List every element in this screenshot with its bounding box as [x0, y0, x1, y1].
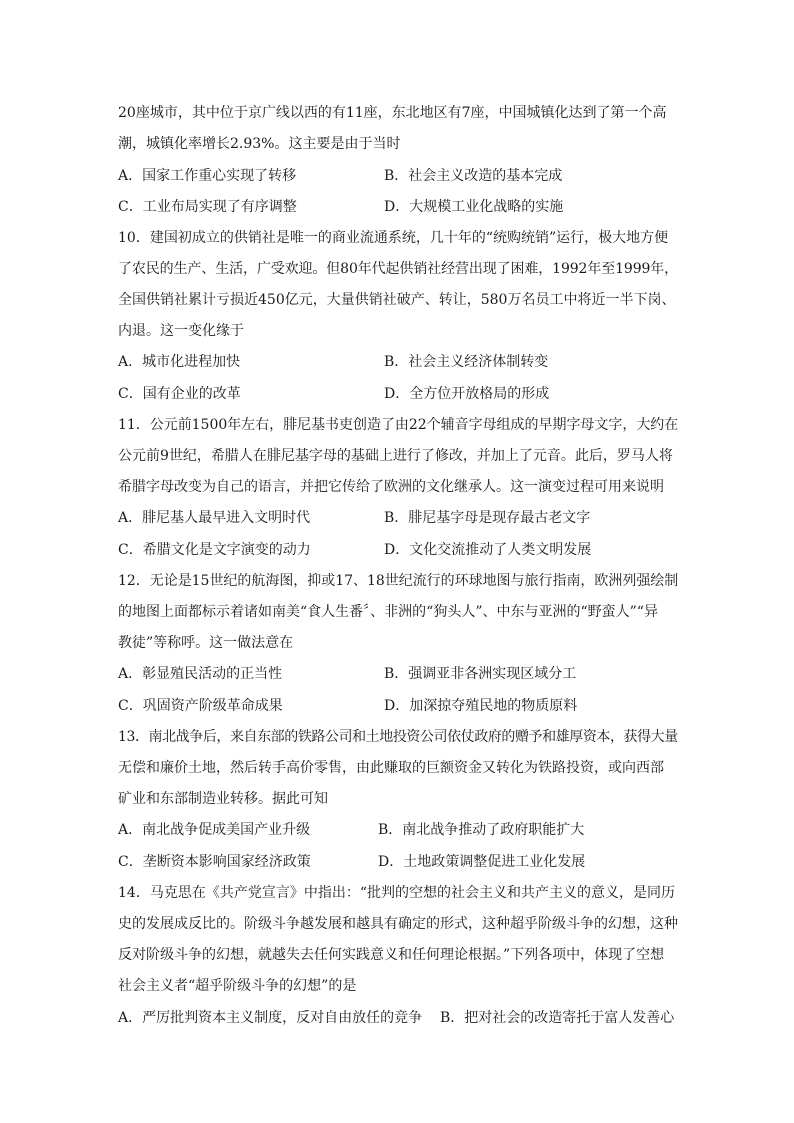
q11-option-b[interactable]: B．腓尼基字母是现存最古老文字 — [384, 510, 591, 526]
q13-option-b[interactable]: B．南北战争推动了政府职能扩大 — [378, 822, 585, 838]
q14-option-b[interactable]: B．把对社会的改造寄托于富人发善心 — [440, 1010, 675, 1026]
q9-text-line-2: 潮，城镇化率增长2.93%。这主要是由于当时 — [118, 136, 401, 152]
q11-text-line-2: 公元前9世纪，希腊人在腓尼基字母的基础上进行了修改，并加上了元音。此后，罗马人将 — [118, 448, 673, 464]
q12-text-line-2: 的地图上面都标示着诸如南美“食人生番〞、非洲的“狗头人”、中东与亚洲的“野蛮人”“异 — [118, 604, 658, 620]
q12-text-line-1: 12．无论是15世纪的航海图，抑或17、18世纪流行的环球地图与旅行指南，欧洲列强绘制 — [118, 573, 679, 589]
q10-option-a[interactable]: A．城市化进程加快 — [118, 354, 241, 370]
q9-option-a[interactable]: A．国家工作重心实现了转移 — [118, 168, 297, 184]
q11-text-line-3: 希腊字母改变为自己的语言，并把它传给了欧洲的文化继承人。这一演变过程可用来说明 — [118, 479, 664, 495]
q10-text-line-3: 全国供销社累计亏损近450亿元，大量供销社破产、转让，580万名员工中将近一半下岗、 — [118, 292, 676, 308]
q12-text-line-3: 教徒”等称呼。这一做法意在 — [118, 635, 294, 651]
q10-option-b[interactable]: B．社会主义经济体制转变 — [384, 354, 549, 370]
q13-text-line-3: 矿业和东部制造业转移。据此可知 — [118, 791, 328, 807]
q14-text-line-2: 史的发展成反比的。阶级斗争越发展和越具有确定的形式，这种超乎阶级斗争的幻想，这种 — [118, 916, 678, 932]
q10-text-line-2: 了农民的生产、生活，广受欢迎。但80年代起供销社经营出现了困难，1992年至1999年， — [118, 261, 679, 277]
q13-option-a[interactable]: A．南北战争促成美国产业升级 — [118, 822, 311, 838]
q11-option-d[interactable]: D．文化交流推动了人类文明发展 — [384, 542, 592, 558]
q11-text-line-1: 11．公元前1500年左右，腓尼基书吏创造了由22个辅音字母组成的早期字母文字，大约在 — [118, 417, 679, 433]
q14-text-line-3: 反对阶级斗争的幻想，就越失去任何实践意义和任何理论根据。”下列各项中，体现了空想 — [118, 947, 665, 963]
q10-text-line-1: 10．建国初成立的供销社是唯一的商业流通系统，几十年的“统购统销”运行，极大地方便 — [118, 230, 669, 246]
q9-text-line-1: 20座城市，其中位于京广线以西的有11座，东北地区有7座，中国城镇化达到了第一个高 — [118, 105, 667, 121]
q11-option-a[interactable]: A．腓尼基人最早进入文明时代 — [118, 510, 311, 526]
q9-option-c[interactable]: C．工业布局实现了有序调整 — [118, 199, 297, 215]
q9-option-b[interactable]: B．社会主义改造的基本完成 — [384, 168, 563, 184]
q13-text-line-1: 13．南北战争后，来自东部的铁路公司和土地投资公司依仗政府的赠予和雄厚资本，获得大量 — [118, 729, 678, 745]
q13-option-c[interactable]: C．垄断资本影响国家经济政策 — [118, 854, 311, 870]
q12-option-d[interactable]: D．加深掠夺殖民地的物质原料 — [384, 698, 578, 714]
q9-option-d[interactable]: D．大规模工业化战略的实施 — [384, 199, 564, 215]
q10-option-d[interactable]: D．全方位开放格局的形成 — [384, 386, 550, 402]
q12-option-a[interactable]: A．彰显殖民活动的正当性 — [118, 666, 283, 682]
q13-option-d[interactable]: D．土地政策调整促进工业化发展 — [378, 854, 586, 870]
q12-option-c[interactable]: C．巩固资产阶级革命成果 — [118, 698, 283, 714]
q14-text-line-4: 社会主义者“超乎阶级斗争的幻想”的是 — [118, 978, 357, 994]
q14-text-line-1: 14．马克思在《共产党宣言》中指出：“批判的空想的社会主义和共产主义的意义，是同历 — [118, 885, 675, 901]
q12-option-b[interactable]: B．强调亚非各洲实现区域分工 — [384, 666, 577, 682]
q14-option-a[interactable]: A．严厉批判资本主义制度，反对自由放任的竞争 — [118, 1010, 423, 1026]
q11-option-c[interactable]: C．希腊文化是文字演变的动力 — [118, 542, 311, 558]
q10-text-line-4: 内退。这一变化缘于 — [118, 323, 244, 339]
q13-text-line-2: 无偿和廉价土地，然后转手高价零售，由此赚取的巨额资金又转化为铁路投资，或向西部 — [118, 760, 664, 776]
q10-option-c[interactable]: C．国有企业的改革 — [118, 386, 241, 402]
